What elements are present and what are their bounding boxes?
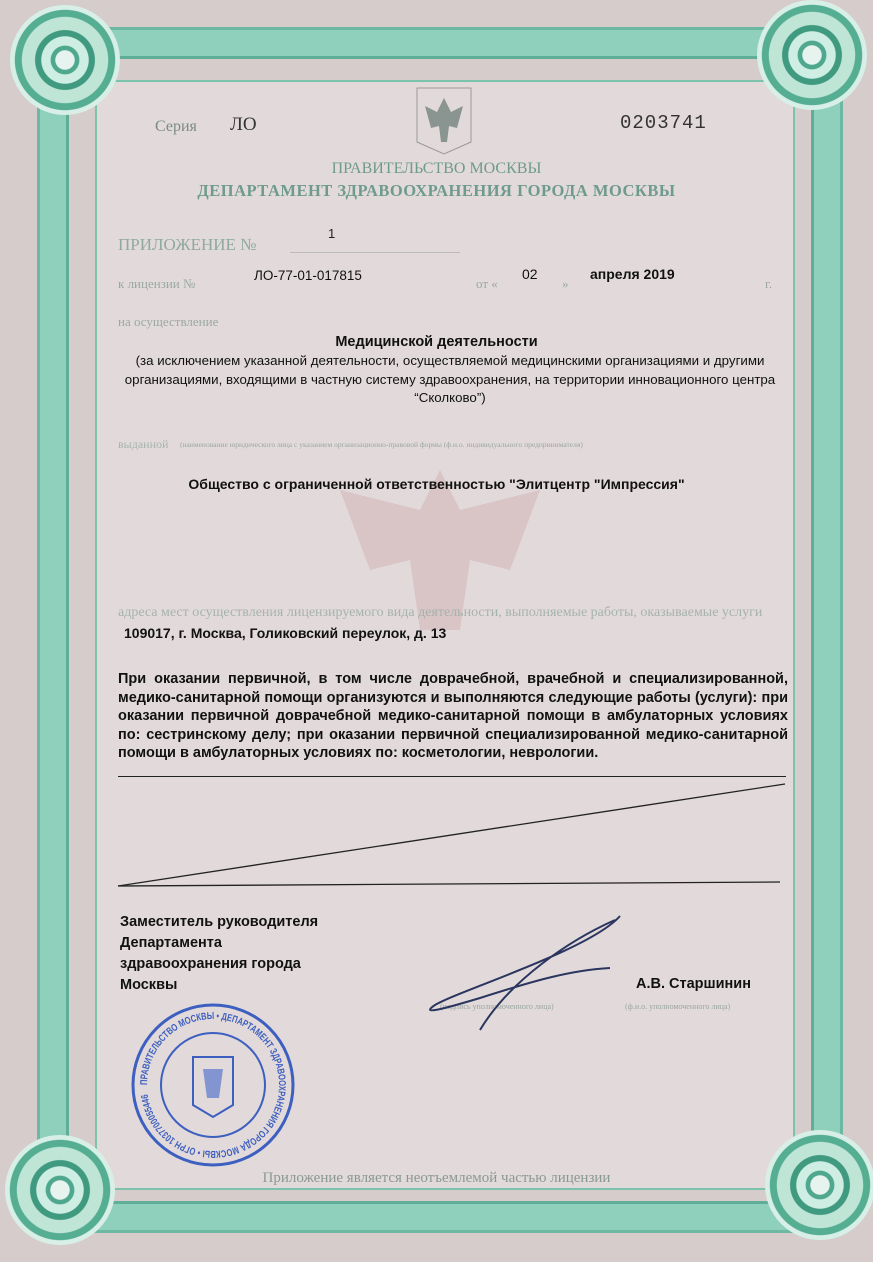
date-from-label: от « bbox=[476, 276, 498, 291]
license-label: к лицензии № bbox=[118, 276, 196, 291]
footer-note: Приложение является неотъемлемой частью лицензии bbox=[262, 1170, 611, 1186]
activity-description: (за исключением указанной деятельности, осуществляемой медицинскими организациями и другими организациями, входящими в частную систему здравоохранения, на территории инновационного центра “Сколково”) bbox=[124, 353, 776, 405]
signer-position-line: Москвы bbox=[120, 977, 178, 993]
series-label: Серия bbox=[155, 118, 197, 135]
corner-rosette bbox=[5, 1135, 115, 1245]
signature-hint: (подпись уполномоченного лица) bbox=[440, 1002, 554, 1011]
license-day: 02 bbox=[522, 266, 538, 282]
corner-rosette bbox=[757, 0, 867, 110]
name-hint: (ф.и.о. уполномоченного лица) bbox=[625, 1002, 731, 1011]
organization-name: Общество с ограниченной ответственностью "Элитцентр "Импрессия" bbox=[188, 476, 685, 492]
issued-label: выданной bbox=[118, 437, 169, 451]
date-close-quote: » bbox=[562, 276, 569, 291]
signer-position-line: здравоохранения города bbox=[120, 956, 301, 972]
signer-name: А.В. Старшинин bbox=[636, 976, 751, 992]
activity-label: на осуществление bbox=[118, 314, 219, 329]
strike-through-lines bbox=[110, 782, 800, 894]
address-label: адреса мест осуществления лицензируемого вида деятельности, выполняемые работы, оказываемые услуги bbox=[118, 605, 763, 620]
activity-title: Медицинской деятельности bbox=[335, 334, 538, 350]
works-text: При оказании первичной, в том числе доврачебной, врачебной и специализированной, медико-санитарной помощи организуются и выполняются следующие работы (услуги): при оказании первичной доврачебной медико-санитарной помощи в амбулаторных условиях по: сестринскому делу; при оказании первичной специализированной медико-санитарной помощи в амбулаторных условиях по: косметологии, неврологии. bbox=[118, 671, 788, 761]
appendix-number: 1 bbox=[328, 226, 336, 241]
form-number: 0203741 bbox=[620, 112, 707, 134]
address-block bbox=[118, 602, 798, 644]
coat-of-arms-icon bbox=[415, 86, 473, 156]
signer-position-line: Заместитель руководителя bbox=[120, 914, 319, 930]
stamp-text: ПРАВИТЕЛЬСТВО МОСКВЫ • ДЕПАРТАМЕНТ ЗДРАВООХРАНЕНИЯ ГОРОДА МОСКВЫ • ОГРН 1037700055446 bbox=[138, 1010, 288, 1160]
address-value: 109017, г. Москва, Голиковский переулок, д. 13 bbox=[124, 625, 447, 641]
license-number: ЛО-77-01-017815 bbox=[254, 268, 362, 283]
government-title: ПРАВИТЕЛЬСТВО МОСКВЫ bbox=[331, 160, 542, 177]
official-stamp bbox=[130, 1002, 296, 1168]
corner-rosette bbox=[10, 5, 120, 115]
year-suffix: г. bbox=[765, 276, 773, 291]
license-month-year: апреля 2019 bbox=[590, 266, 675, 282]
appendix-label: ПРИЛОЖЕНИЕ № bbox=[118, 235, 257, 254]
issued-hint: (наименование юридического лица с указанием организационно-правовой формы (ф.и.о. индивидуального предпринимателя) bbox=[180, 440, 583, 449]
series-value: ЛО bbox=[230, 114, 257, 135]
signer-position-line: Департамента bbox=[120, 935, 222, 951]
department-title: ДЕПАРТАМЕНТ ЗДРАВООХРАНЕНИЯ ГОРОДА МОСКВЫ bbox=[197, 181, 676, 200]
signature bbox=[420, 910, 630, 1040]
